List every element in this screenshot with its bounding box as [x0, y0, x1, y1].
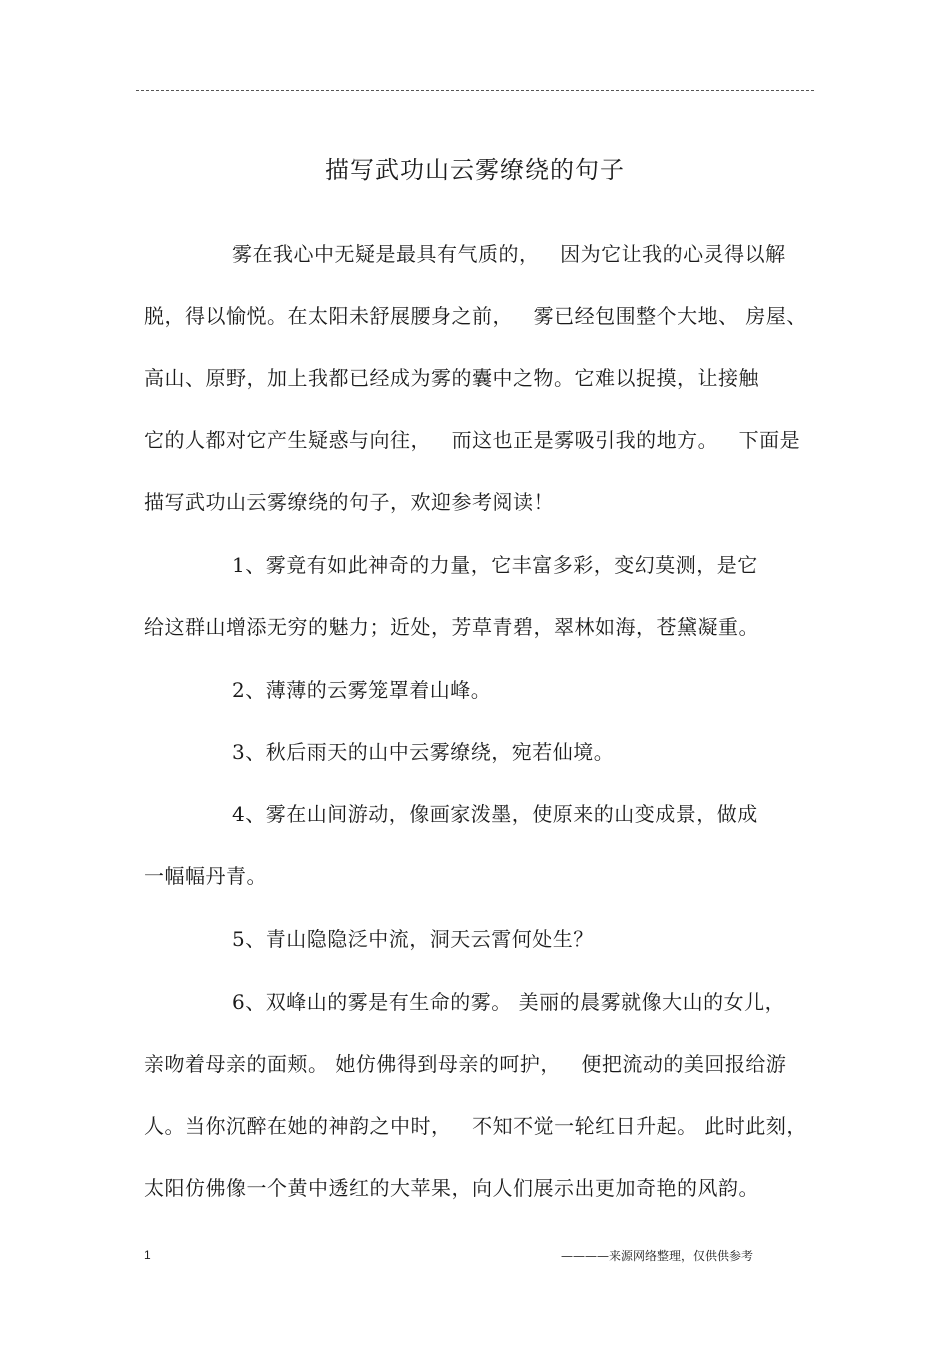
list-item-line: 人。当你沉醉在她的神韵之中时， 不知不觉一轮红日升起。 此时此刻，	[144, 1114, 807, 1138]
paragraph-line: 高山、原野，加上我都已经成为雾的囊中之物。它难以捉摸，让接触	[144, 366, 759, 390]
paragraph-line: 描写武功山云雾缭绕的句子，欢迎参考阅读！	[144, 490, 554, 514]
list-item-line: 3、秋后雨天的山中云雾缭绕，宛若仙境。	[232, 740, 615, 764]
page-number: 1	[144, 1248, 151, 1262]
list-item-line: 一幅幅丹青。	[144, 864, 267, 888]
header-divider	[136, 90, 814, 91]
source-note: ————来源网络整理，仅供供参考	[560, 1249, 753, 1263]
list-item-line: 给这群山增添无穷的魅力；近处，芳草青碧，翠林如海，苍黛凝重。	[144, 615, 759, 639]
list-item-line: 5、青山隐隐泛中流，洞天云霄何处生？	[232, 927, 594, 951]
document-title: 描写武功山云雾缭绕的句子	[325, 156, 625, 184]
paragraph-line: 脱，得以愉悦。在太阳未舒展腰身之前， 雾已经包围整个大地、 房屋、	[144, 304, 807, 328]
list-item-line: 4、雾在山间游动，像画家泼墨，使原来的山变成景，做成	[232, 802, 758, 826]
list-item-line: 6、双峰山的雾是有生命的雾。 美丽的晨雾就像大山的女儿，	[232, 990, 786, 1014]
paragraph-line: 雾在我心中无疑是最具有气质的， 因为它让我的心灵得以解	[232, 242, 786, 266]
list-item-line: 太阳仿佛像一个黄中透红的大苹果，向人们展示出更加奇艳的风韵。	[144, 1176, 759, 1200]
list-item-line: 2、薄薄的云雾笼罩着山峰。	[232, 678, 492, 702]
list-item-line: 1、雾竟有如此神奇的力量，它丰富多彩，变幻莫测，是它	[232, 553, 758, 577]
list-item-line: 亲吻着母亲的面颊。 她仿佛得到母亲的呵护， 便把流动的美回报给游	[144, 1052, 787, 1076]
paragraph-line: 它的人都对它产生疑惑与向往， 而这也正是雾吸引我的地方。 下面是	[144, 428, 801, 452]
